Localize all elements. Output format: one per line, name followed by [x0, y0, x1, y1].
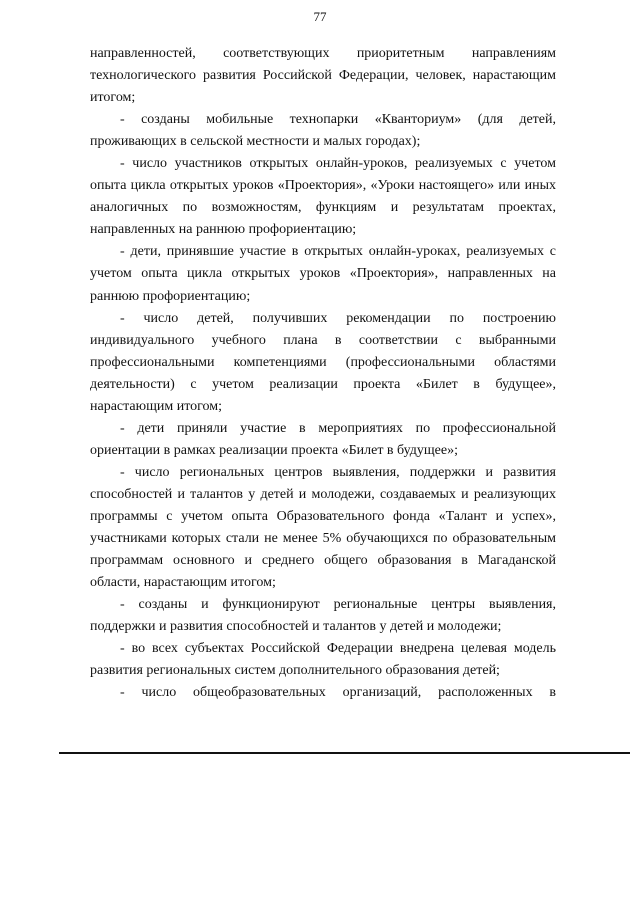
- list-item-online-lessons-children: - дети, принявшие участие в открытых онлайн-уроках, реализуемых с учетом опыта цикла открытых уроков «Проектория», направленных на раннюю профориентацию;: [90, 244, 556, 304]
- list-item-online-lessons-participants: - число участников открытых онлайн-уроков, реализуемых с учетом опыта цикла открытых уроков «Проектория», «Уроки настоящего» или иных аналогичных по возможностям, функциям и результатам проектах, направленных на раннюю профориентацию;: [90, 156, 556, 238]
- list-item-general-education-organizations: - число общеобразовательных организаций, расположенных в: [120, 685, 556, 701]
- page-number: 77: [313, 9, 327, 24]
- paragraph-continuation: направленностей, соответствующих приоритетным направлениям технологического развития Российской Федерации, человек, нарастающим итогом;: [90, 46, 556, 106]
- list-item-target-model: - во всех субъектах Российской Федерации внедрена целевая модель развития региональных систем дополнительного образования детей;: [90, 641, 556, 679]
- list-item-individual-plan-recommendations: - число детей, получивших рекомендации по построению индивидуального учебного плана в соответствии с выбранными профессиональными компетенциями (профессиональными областями деятельности) с учетом реализации проекта «Билет в будущее», нарастающим итогом;: [90, 310, 556, 414]
- list-item-ticket-to-future-events: - дети приняли участие в мероприятиях по профессиональной ориентации в рамках реализации проекта «Билет в будущее»;: [90, 420, 556, 458]
- list-item-mobile-technoparks: - созданы мобильные технопарки «Кванториум» (для детей, проживающих в сельской местности и малых городах);: [90, 112, 556, 150]
- footer-divider: [59, 752, 630, 754]
- list-item-regional-talent-centers-created: - созданы и функционируют региональные центры выявления, поддержки и развития способностей и талантов у детей и молодежи;: [90, 597, 556, 635]
- list-item-regional-talent-centers-count: - число региональных центров выявления, поддержки и развития способностей и талантов у детей и молодежи, создаваемых и реализующих программы с учетом опыта Образовательного фонда «Талант и успех», участниками которых стали не менее 5% обучающихся по образовательным программам основного и среднего общего образования в Магаданской области, нарастающим итогом;: [90, 464, 556, 591]
- document-body: [90, 43, 556, 704]
